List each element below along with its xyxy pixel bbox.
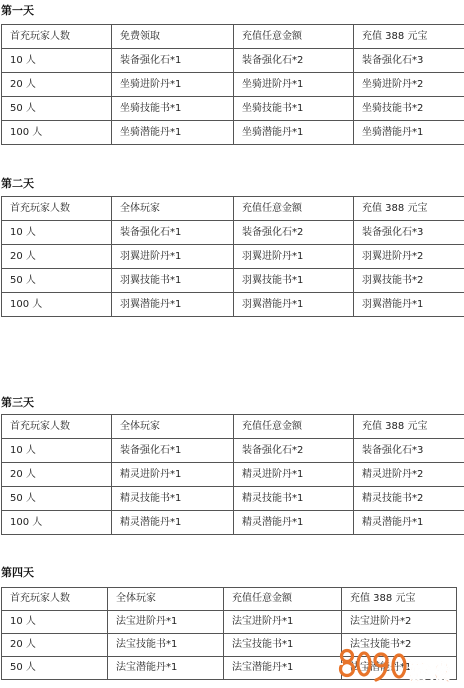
table-cell: 羽翼潜能丹*1 [234,293,354,317]
table-row [2,463,464,487]
header-cell: 免费领取 [112,25,234,49]
header-cell: 充值任意金额 [224,588,342,611]
table-cell: 坐骑进阶丹*1 [112,73,234,97]
table-cell: 坐骑潜能丹*1 [234,121,354,145]
table-cell: 10 人 [2,439,112,463]
table-cell: 坐骑进阶丹*2 [354,73,464,97]
table-cell: 50 人 [2,657,108,680]
table-cell: 法宝进阶丹*1 [224,611,342,634]
table-cell: 精灵技能书*1 [112,487,234,511]
table-row [2,511,464,535]
day-1-title: 第一天 [1,4,34,17]
day-4-title: 第四天 [1,566,34,579]
table-cell: 羽翼技能书*2 [354,269,464,293]
site-watermark-logo [338,642,458,686]
table-cell: 精灵进阶丹*1 [234,463,354,487]
table-cell: 50 人 [2,269,112,293]
header-cell: 充值 388 元宝 [354,197,464,221]
table-cell: 坐骑潜能丹*1 [354,121,464,145]
table-cell: 100 人 [2,293,112,317]
day-2-title: 第二天 [1,177,34,190]
table-cell: 精灵潜能丹*1 [112,511,234,535]
table-cell: 精灵潜能丹*1 [354,511,464,535]
header-cell: 充值 388 元宝 [354,25,464,49]
table-cell: 20 人 [2,245,112,269]
table-cell: 法宝潜能丹*1 [342,657,457,680]
header-cell: 全体玩家 [112,197,234,221]
table-cell: 装备强化石*2 [234,439,354,463]
table-cell: 羽翼技能书*1 [234,269,354,293]
day-3-reward-table [1,414,464,535]
table-cell: 羽翼技能书*1 [112,269,234,293]
header-cell: 首充玩家人数 [2,588,108,611]
table-cell: 法宝潜能丹*1 [108,657,224,680]
table-cell: 50 人 [2,97,112,121]
table-cell: 精灵进阶丹*1 [112,463,234,487]
table-cell: 装备强化石*2 [234,49,354,73]
table-header-row [2,588,457,611]
table-cell: 装备强化石*3 [354,439,464,463]
table-cell: 法宝技能书*1 [108,634,224,657]
header-cell: 充值任意金额 [234,197,354,221]
table-cell: 坐骑技能书*1 [112,97,234,121]
table-header-row [2,415,464,439]
table-cell: 装备强化石*2 [234,221,354,245]
table-row [2,49,464,73]
table-cell: 羽翼进阶丹*2 [354,245,464,269]
table-row [2,611,457,634]
table-row [2,221,464,245]
day-1-reward-table [1,24,464,145]
table-cell: 装备强化石*1 [112,49,234,73]
watermark-word-glyphs: 游戏 [408,661,450,685]
table-cell: 10 人 [2,221,112,245]
table-cell: 坐骑技能书*2 [354,97,464,121]
table-cell: 装备强化石*1 [112,221,234,245]
table-row [2,121,464,145]
table-cell: 20 人 [2,73,112,97]
table-cell: 羽翼潜能丹*1 [354,293,464,317]
table-cell: 精灵进阶丹*2 [354,463,464,487]
table-cell: 法宝进阶丹*2 [342,611,457,634]
table-row [2,269,464,293]
table-header-row [2,197,464,221]
table-cell: 装备强化石*3 [354,221,464,245]
header-cell: 充值 388 元宝 [354,415,464,439]
table-cell: 装备强化石*3 [354,49,464,73]
table-cell: 10 人 [2,611,108,634]
table-cell: 精灵潜能丹*1 [234,511,354,535]
table-cell: 羽翼进阶丹*1 [234,245,354,269]
table-row [2,97,464,121]
header-cell: 首充玩家人数 [2,415,112,439]
table-row [2,439,464,463]
table-header-row [2,25,464,49]
header-cell: 充值任意金额 [234,415,354,439]
header-cell: 充值任意金额 [234,25,354,49]
table-cell: 100 人 [2,511,112,535]
table-cell: 法宝技能书*1 [224,634,342,657]
header-cell: 全体玩家 [112,415,234,439]
header-cell: 首充玩家人数 [2,197,112,221]
table-cell: 坐骑技能书*1 [234,97,354,121]
table-row [2,245,464,269]
table-cell: 100 人 [2,121,112,145]
header-cell: 首充玩家人数 [2,25,112,49]
table-cell: 精灵技能书*1 [234,487,354,511]
table-cell: 羽翼进阶丹*1 [112,245,234,269]
day-2-reward-table [1,196,464,317]
table-cell: 20 人 [2,634,108,657]
table-row [2,487,464,511]
table-cell: 坐骑潜能丹*1 [112,121,234,145]
header-cell: 充值 388 元宝 [342,588,457,611]
table-cell: 10 人 [2,49,112,73]
table-cell: 装备强化石*1 [112,439,234,463]
header-cell: 全体玩家 [108,588,224,611]
table-cell: 法宝潜能丹*1 [224,657,342,680]
day-3-title: 第三天 [1,396,34,409]
table-row [2,293,464,317]
table-cell: 法宝技能书*2 [342,634,457,657]
table-cell: 精灵技能书*2 [354,487,464,511]
table-cell: 20 人 [2,463,112,487]
table-cell: 法宝进阶丹*1 [108,611,224,634]
table-cell: 50 人 [2,487,112,511]
table-cell: 羽翼潜能丹*1 [112,293,234,317]
table-row [2,73,464,97]
table-cell: 坐骑进阶丹*1 [234,73,354,97]
